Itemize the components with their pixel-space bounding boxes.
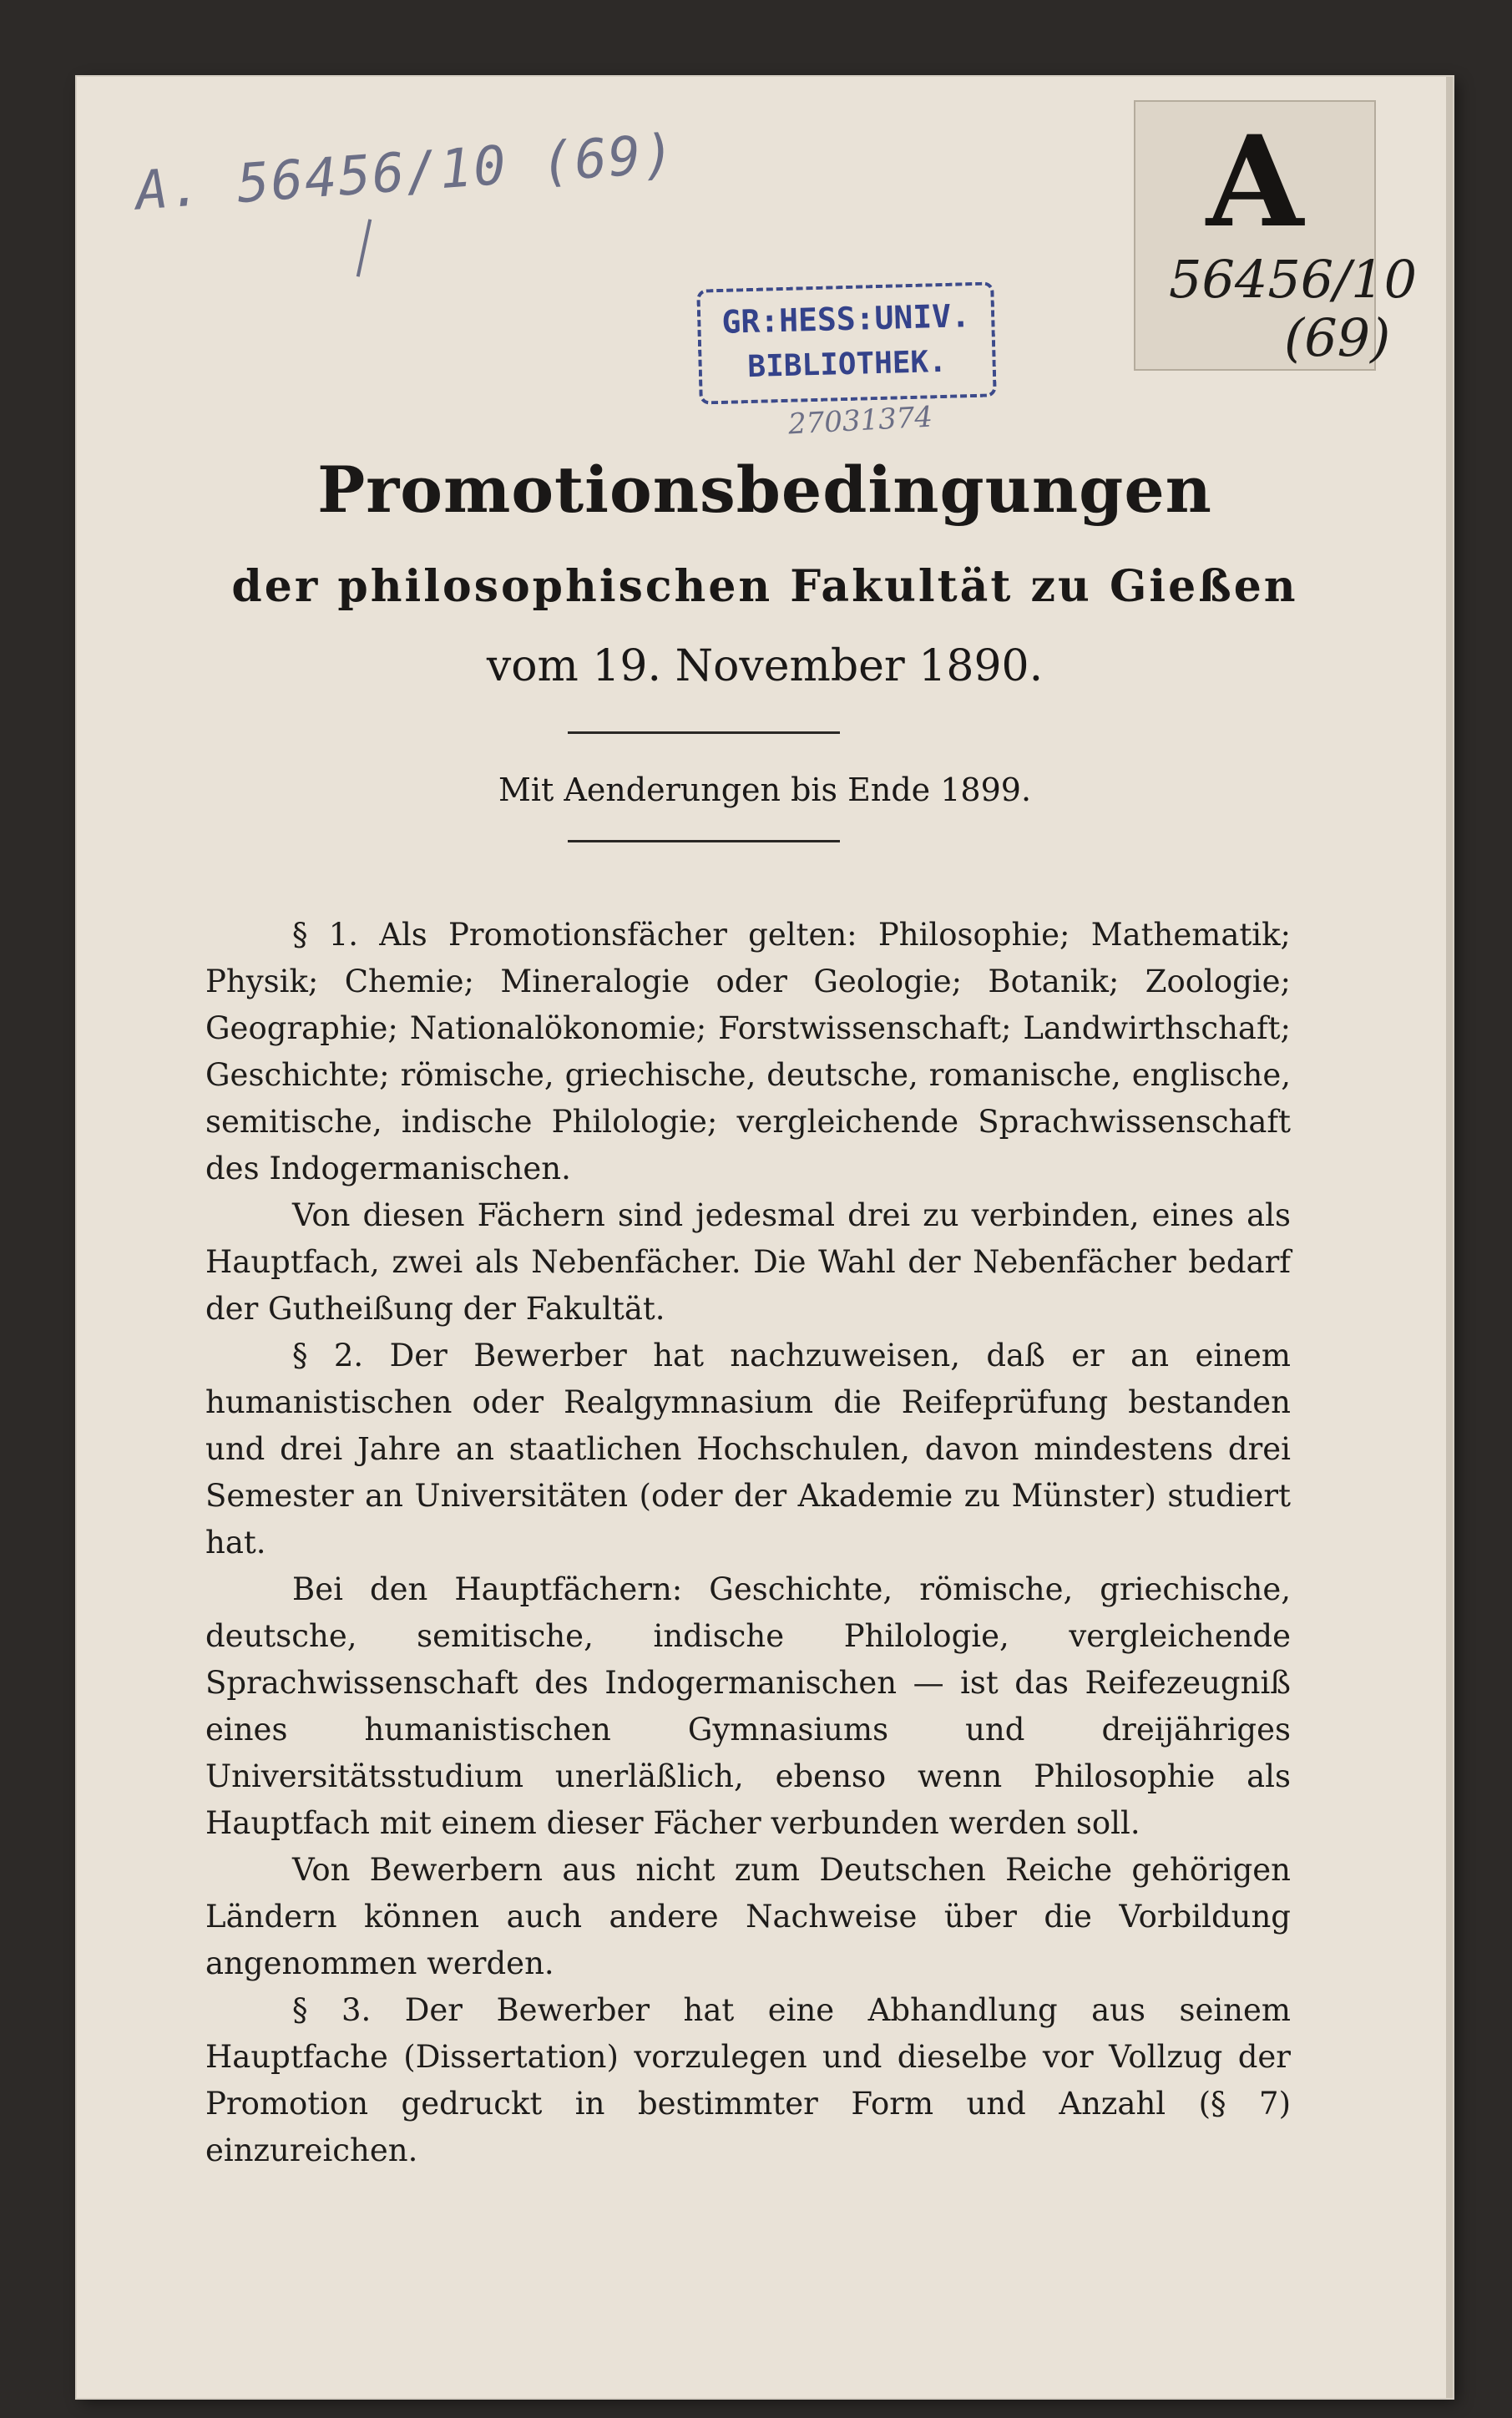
accession-number: 27031374 bbox=[787, 400, 933, 442]
document-page bbox=[77, 77, 1453, 2398]
paragraph: § 3. Der Bewerber hat eine Abhandlung aus seinem Hauptfache (Dissertation) vorzulegen und dieselbe vor Vollzug der Promotion gedruckt in bestimmter Form und Anzahl (§ 7) einzureichen. bbox=[205, 1992, 1291, 2168]
paragraph: Von Bewerbern aus nicht zum Deutschen Reiche gehörigen Ländern können auch andere Nachweise über die Vorbildung angenommen werden. bbox=[205, 1852, 1291, 1981]
document-subtitle: der philosophischen Fakultät zu Gießen bbox=[231, 561, 1298, 612]
label-sub: (69) bbox=[1284, 307, 1391, 368]
paragraph: Bei den Hauptfächern: Geschichte, römische, griechische, deutsche, semitische, indische Philologie, vergleichende Sprachwissenschaft des Indogermanischen — ist das Reifezeugniß eines humanistischen Gymnasiums und dreijähriges Universitätsstudium unerläßlich, ebenso wenn Philosophie als Hauptfach mit einem dieser Fächer verbunden werden soll. bbox=[205, 1571, 1291, 1841]
pencil-mark bbox=[357, 219, 372, 276]
amendment-note: Mit Aenderungen bis Ende 1899. bbox=[498, 771, 1032, 808]
paragraph: Von diesen Fächern sind jedesmal drei zu verbinden, eines als Hauptfach, zwei als Nebenfächer. Die Wahl der Nebenfächer bedarf der Gutheißung der Fakultät. bbox=[205, 1197, 1291, 1327]
library-label bbox=[1134, 100, 1418, 371]
label-handwriting bbox=[1169, 250, 1417, 367]
document-date: vom 19. November 1890. bbox=[486, 641, 1044, 691]
divider-top bbox=[568, 731, 840, 734]
document-body bbox=[205, 912, 1291, 2174]
stamp-line-2: BIBLIOTHEK. bbox=[746, 344, 948, 385]
stamp-line-1: GR:HESS:UNIV. bbox=[721, 297, 971, 341]
library-stamp bbox=[696, 281, 996, 404]
handwritten-shelfmark: A. 56456/10 (69) bbox=[134, 123, 679, 223]
paragraph: § 1. Als Promotionsfächer gelten: Philosophie; Mathematik; Physik; Chemie; Mineralogie oder Geologie; Botanik; Zoologie; Geographie; Nationalökonomie; Forstwissenschaft; Landwirthschaft; Geschichte; römische, griechische, deutsche, romanische, englische, semitische, indische Philologie; vergleichende Sprachwissenschaft des Indogermanischen. bbox=[205, 917, 1291, 1186]
document-title: Promotionsbedingungen bbox=[317, 453, 1212, 527]
label-letter: A bbox=[1206, 109, 1304, 255]
label-number: 56456/10 bbox=[1169, 249, 1418, 310]
paragraph: § 2. Der Bewerber hat nachzuweisen, daß er an einem humanistischen oder Realgymnasium die Reifeprüfung bestanden und drei Jahre an staatlichen Hochschulen, davon mindestens drei Semester an Universitäten (oder der Akademie zu Münster) studiert hat. bbox=[205, 1338, 1291, 1561]
divider-bottom bbox=[568, 840, 840, 842]
